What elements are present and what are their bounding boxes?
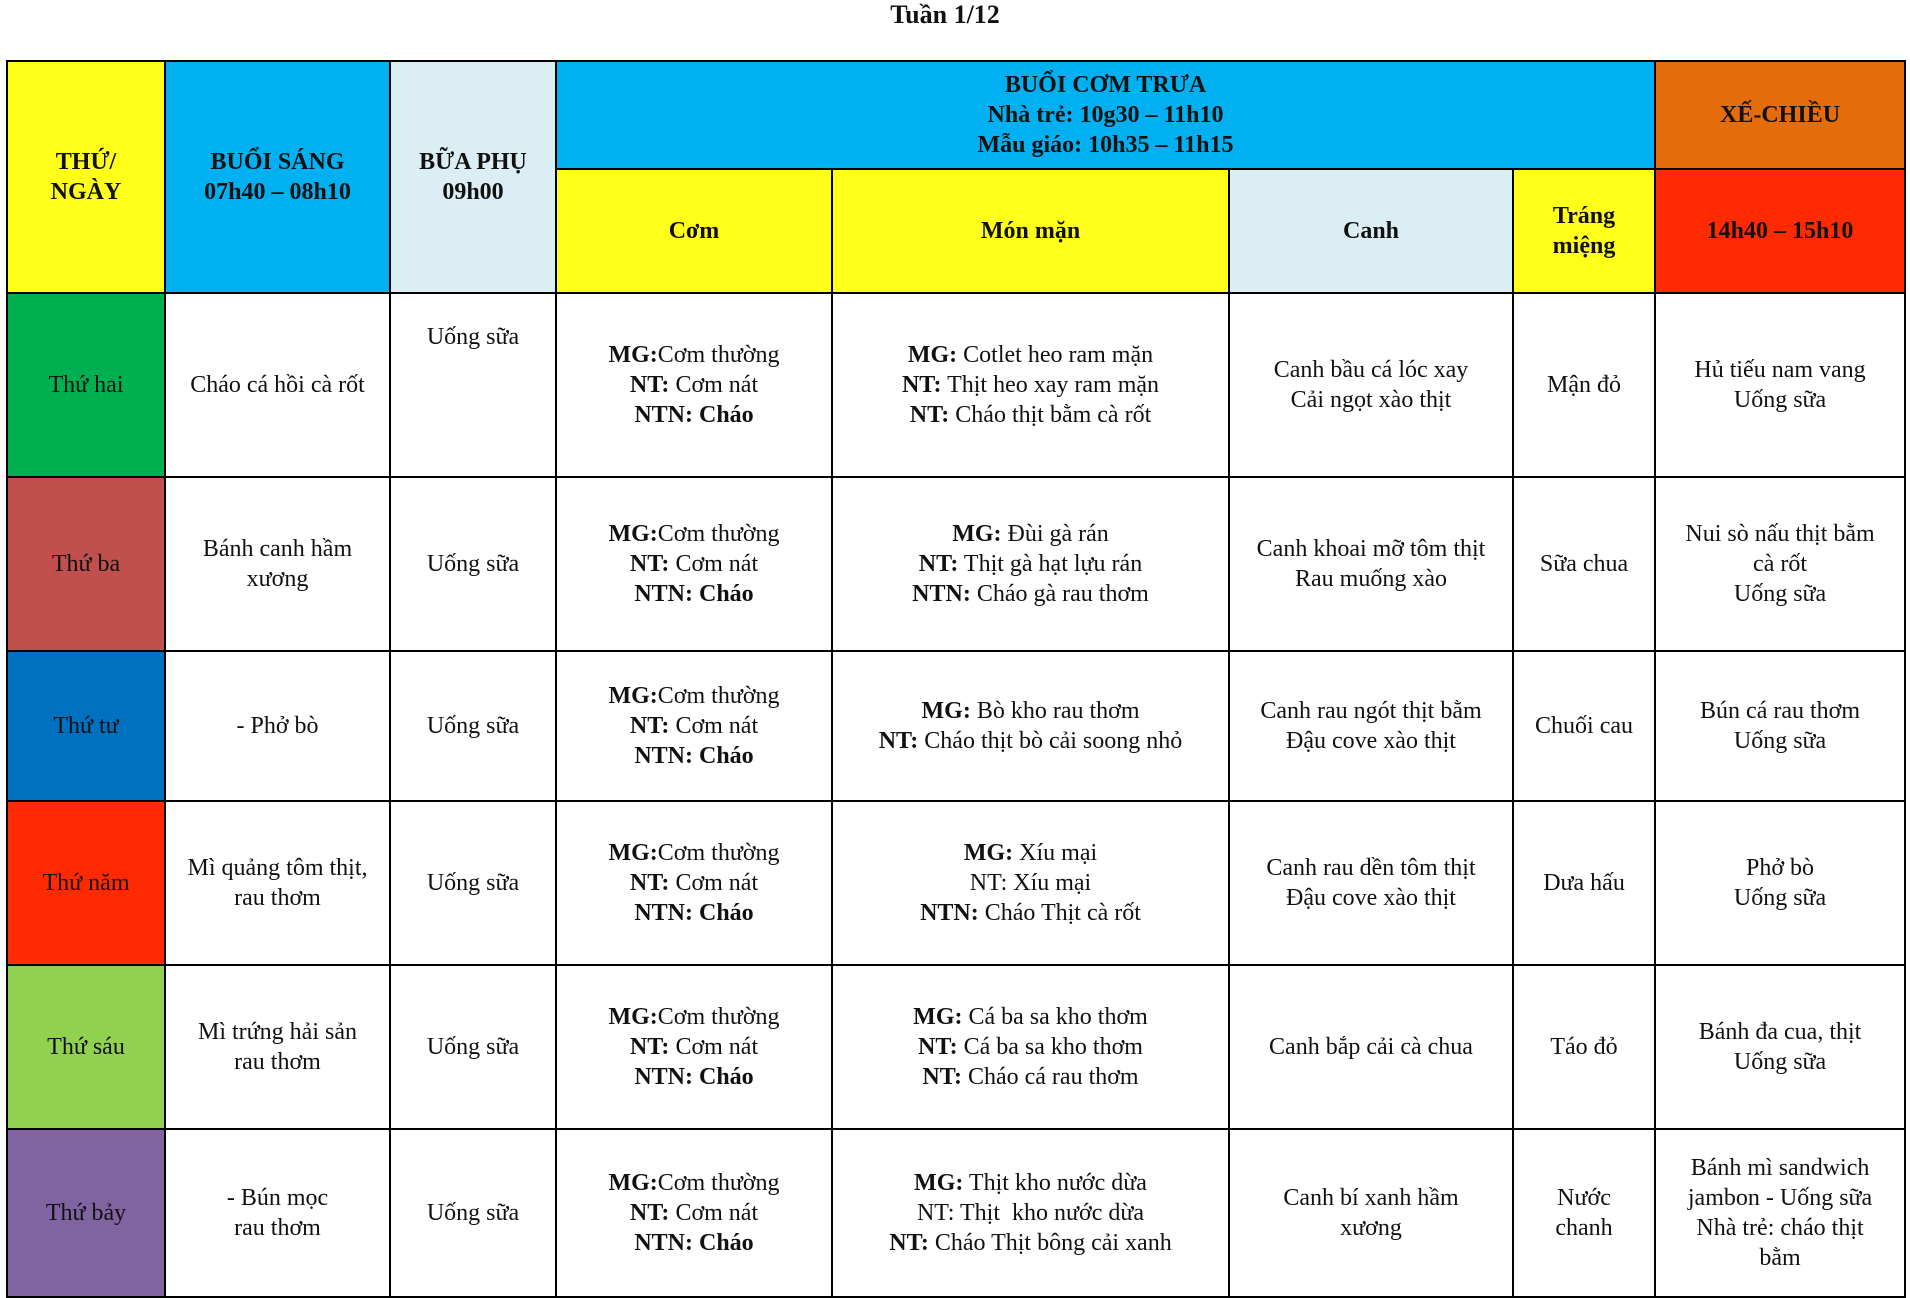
menu-line-value: Cháo thịt bằm cà rốt [949,402,1152,428]
cell-line: Phở bò [1746,855,1815,881]
main-dish-cell [832,801,1229,965]
header-day: THỨ/ NGÀY [7,61,165,293]
menu-line-label: MG: [913,1004,963,1030]
morning-cell [165,1129,390,1297]
menu-line-label: NTN: Cháo [634,743,754,769]
day-label: Thứ hai [7,293,165,477]
afternoon-cell [1655,1129,1905,1297]
menu-line-label: NT: [901,372,942,398]
cell-line: Sữa chua [1539,551,1629,577]
soup-cell [1229,801,1513,965]
table-row [7,965,1905,1129]
menu-line [841,726,1220,756]
menu-line [565,340,823,370]
menu-line [565,1002,823,1032]
rice-cell [556,965,832,1129]
menu-line-value: Thịt gà hạt lựu rán [958,551,1143,577]
menu-line-label: NT: [878,728,919,754]
table-row [7,1129,1905,1297]
menu-line-value: Cơm thường [657,342,780,368]
cell-line: Đậu cove xào thịt [1286,885,1456,911]
menu-line-label: NT: [629,372,670,398]
cell-line: xương [246,566,309,592]
cell-line: - Bún mọc [226,1185,329,1211]
cell-line: Mì quảng tôm thịt, [187,855,368,881]
menu-line-label: NT: [629,870,670,896]
afternoon-cell [1655,477,1905,651]
snack-cell: Uống sữa [390,477,556,651]
menu-line [565,400,823,430]
day-label: Thứ sáu [7,965,165,1129]
main-dish-cell [832,477,1229,651]
morning-cell [165,965,390,1129]
menu-line [841,1198,1220,1228]
cell-line: Dưa hấu [1543,870,1625,896]
menu-line-label: NT: [629,713,670,739]
menu-line-label: NT: [909,402,950,428]
menu-line-label: NTN: [920,900,979,926]
morning-cell [165,651,390,801]
cell-line: Nước [1557,1185,1611,1211]
menu-line-value: Cơm thường [657,1004,780,1030]
header-afternoon-time: 14h40 – 15h10 [1655,169,1905,293]
menu-line [841,838,1220,868]
menu-line-value: Cơm nát [669,551,759,577]
menu-line-label: NTN: Cháo [634,900,754,926]
menu-line [841,1062,1220,1092]
cell-line: Mận đỏ [1547,372,1622,398]
cell-line: Canh rau ngót thịt bằm [1260,698,1482,724]
cell-line: chanh [1555,1215,1613,1241]
cell-line: Canh khoai mỡ tôm thịt [1256,536,1486,562]
table-row [7,477,1905,651]
cell-line: Uống sữa [1733,387,1827,413]
snack-cell: Uống sữa [390,1129,556,1297]
menu-line-value: Cơm nát [669,713,759,739]
menu-line [565,370,823,400]
menu-line-label: MG: [963,840,1014,866]
soup-cell [1229,293,1513,477]
weekly-menu-table [6,60,1906,1298]
cell-line: rau thơm [234,1215,321,1241]
afternoon-cell [1655,801,1905,965]
menu-line-value: Cá ba sa kho thơm [962,1004,1148,1030]
snack-cell: Uống sữa [390,965,556,1129]
afternoon-cell [1655,965,1905,1129]
menu-line [841,579,1220,609]
cell-line: Đậu cove xào thịt [1286,728,1456,754]
day-label: Thứ ba [7,477,165,651]
header-snack: BỮA PHỤ 09h00 [390,61,556,293]
cell-line: Táo đỏ [1550,1034,1618,1060]
header-lunch: BUỔI CƠM TRƯA Nhà trẻ: 10g30 – 11h10 Mẫu giáo: 10h35 – 11h15 [556,61,1655,169]
menu-line-label: NT: [889,1230,929,1256]
menu-line [841,370,1220,400]
menu-line-value: Xíu mại [1013,840,1098,866]
menu-line-value: NT: Thịt kho nước dừa [916,1200,1145,1226]
menu-line-value: Cơm nát [669,1200,759,1226]
menu-line-label: NT: [918,1034,958,1060]
menu-line-label: MG: [608,683,658,709]
cell-line: Uống sữa [1733,728,1827,754]
afternoon-cell [1655,651,1905,801]
menu-line-label: NT: [918,551,959,577]
cell-line: Uống sữa [1733,581,1827,607]
dessert-cell [1513,651,1655,801]
menu-line-value: Cơm nát [669,870,759,896]
menu-line [565,681,823,711]
menu-line [565,741,823,771]
menu-line-label: MG: [608,840,658,866]
rice-cell [556,651,832,801]
menu-line-value: Thịt heo xay ram mặn [941,372,1160,398]
menu-line [565,1032,823,1062]
menu-line [565,711,823,741]
cell-line: jambon - Uống sữa [1687,1185,1873,1211]
menu-line [841,519,1220,549]
menu-line-label: MG: [608,1004,658,1030]
cell-line: rau thơm [234,1049,321,1075]
cell-line: Nui sò nấu thịt bằm [1685,521,1875,547]
cell-line: rau thơm [234,885,321,911]
cell-line: Cải ngọt xào thịt [1290,387,1452,413]
menu-line-label: NTN: Cháo [634,402,754,428]
menu-line [565,838,823,868]
menu-line [841,340,1220,370]
menu-line-value: Đùi gà rán [1001,521,1109,547]
menu-line [841,898,1220,928]
cell-line: Canh bí xanh hầm [1283,1185,1459,1211]
afternoon-cell [1655,293,1905,477]
menu-line-value: Cháo cá rau thơm [961,1064,1139,1090]
main-dish-cell [832,293,1229,477]
day-label: Thứ năm [7,801,165,965]
menu-line [565,898,823,928]
menu-line [565,549,823,579]
menu-line-value: Cháo Thịt cà rốt [978,900,1141,926]
menu-line-label: NT: [629,1200,670,1226]
menu-line-label: NT: [629,551,670,577]
menu-line-label: MG: [952,521,1002,547]
menu-line [565,579,823,609]
menu-line [841,868,1220,898]
morning-cell [165,477,390,651]
soup-cell [1229,965,1513,1129]
menu-line-label: NTN: Cháo [634,1064,754,1090]
rice-cell [556,801,832,965]
cell-line: Uống sữa [1733,885,1827,911]
menu-line [841,1002,1220,1032]
dessert-cell [1513,1129,1655,1297]
cell-line: Canh bắp cải cà chua [1269,1034,1473,1060]
cell-line: Bánh đa cua, thịt [1698,1019,1862,1045]
header-afternoon: XẾ-CHIỀU [1655,61,1905,169]
cell-line: Cháo cá hồi cà rốt [190,372,365,398]
table-row [7,801,1905,965]
cell-line: bằm [1759,1245,1801,1271]
header-soup: Canh [1229,169,1513,293]
cell-line: Bánh mì sandwich [1690,1155,1870,1181]
cell-line: xương [1340,1215,1402,1241]
menu-line-value: Cá ba sa kho thơm [957,1034,1143,1060]
menu-line [565,1062,823,1092]
menu-line-label: MG: [608,521,658,547]
snack-cell: Uống sữa [390,293,556,477]
rice-cell [556,293,832,477]
menu-line-label: MG: [608,1170,658,1196]
menu-line-label: MG: [921,698,971,724]
menu-line-value: Cơm thường [657,521,780,547]
page-title: Tuần 1/12 [890,0,1000,29]
cell-line: Chuối cau [1535,713,1633,739]
snack-cell: Uống sữa [390,801,556,965]
cell-line: Uống sữa [1733,1049,1827,1075]
menu-line-value: Cháo thịt bò cải soong nhỏ [918,728,1183,754]
main-dish-cell [832,1129,1229,1297]
day-label: Thứ bảy [7,1129,165,1297]
header-dessert: Tráng miệng [1513,169,1655,293]
table-row [7,651,1905,801]
main-dish-cell [832,651,1229,801]
snack-cell: Uống sữa [390,651,556,801]
menu-line-value: Cháo Thịt bông cải xanh [928,1230,1172,1256]
menu-line-label: MG: [907,342,958,368]
menu-line-value: Cơm thường [657,840,780,866]
menu-line-value: Cơm thường [657,1170,780,1196]
day-label: Thứ tư [7,651,165,801]
menu-line [565,1198,823,1228]
menu-line-value: Cotlet heo ram mặn [957,342,1154,368]
menu-line-value: Cơm thường [657,683,780,709]
header-main-dish: Món mặn [832,169,1229,293]
cell-line: Bánh canh hầm [202,536,353,562]
menu-line [841,549,1220,579]
main-dish-cell [832,965,1229,1129]
menu-line-label: MG: [608,342,658,368]
soup-cell [1229,651,1513,801]
morning-cell [165,801,390,965]
cell-line: Bún cá rau thơm [1700,698,1861,724]
menu-line-value: Cháo gà rau thơm [970,581,1149,607]
cell-line: Mì trứng hải sản [198,1019,357,1045]
menu-line-label: NTN: Cháo [634,1230,754,1256]
menu-line [841,400,1220,430]
menu-line-value: Cơm nát [669,1034,759,1060]
menu-line-label: NTN: [912,581,971,607]
morning-cell [165,293,390,477]
menu-line-label: NT: [629,1034,670,1060]
menu-line-value: Cơm nát [669,372,759,398]
dessert-cell [1513,293,1655,477]
dessert-cell [1513,477,1655,651]
rice-cell [556,477,832,651]
menu-line [841,1168,1220,1198]
cell-line: cà rốt [1753,551,1808,577]
header-morning: BUỔI SÁNG 07h40 – 08h10 [165,61,390,293]
soup-cell [1229,1129,1513,1297]
menu-line [565,1228,823,1258]
menu-line [565,1168,823,1198]
menu-line-label: MG: [914,1170,964,1196]
menu-line [841,1032,1220,1062]
soup-cell [1229,477,1513,651]
rice-cell [556,1129,832,1297]
dessert-cell [1513,965,1655,1129]
menu-line-value: Thịt kho nước dừa [963,1170,1147,1196]
menu-line [565,868,823,898]
table-row [7,293,1905,477]
menu-line-value: Bò kho rau thơm [970,698,1140,724]
cell-line: Nhà trẻ: cháo thịt [1696,1215,1864,1241]
cell-line: Hủ tiếu nam vang [1694,357,1866,383]
menu-line [841,696,1220,726]
cell-line: Rau muống xào [1295,566,1447,592]
menu-line [841,1228,1220,1258]
cell-line: Canh rau dền tôm thịt [1266,855,1476,881]
menu-line [565,519,823,549]
dessert-cell [1513,801,1655,965]
menu-line-value: NT: Xíu mại [969,870,1092,896]
menu-line-label: NT: [922,1064,962,1090]
menu-line-label: NTN: Cháo [634,581,754,607]
cell-line: Canh bầu cá lóc xay [1273,357,1469,383]
cell-line: - Phở bò [236,713,319,739]
header-rice: Cơm [556,169,832,293]
